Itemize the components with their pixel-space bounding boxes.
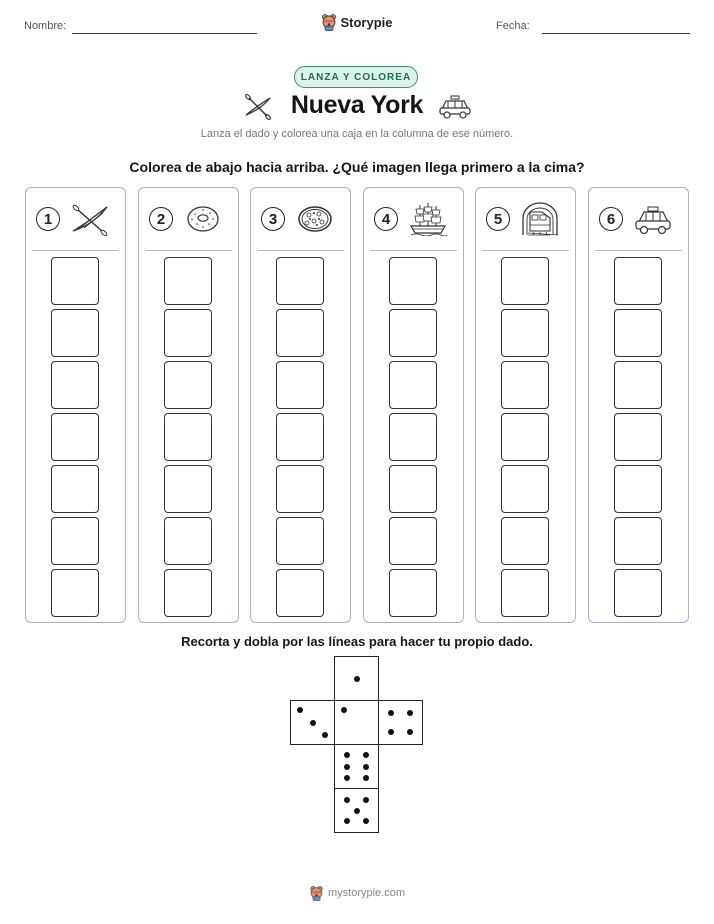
column-4 — [363, 187, 464, 623]
color-box[interactable] — [51, 465, 99, 513]
color-box[interactable] — [389, 465, 437, 513]
name-label: Nombre: — [24, 20, 67, 32]
color-box[interactable] — [276, 309, 324, 357]
pip — [363, 764, 369, 770]
color-box[interactable] — [614, 413, 662, 461]
pip — [344, 764, 350, 770]
pip — [354, 808, 360, 814]
bear-footer-icon — [309, 885, 324, 901]
column-divider — [32, 250, 119, 251]
color-box[interactable] — [164, 361, 212, 409]
color-box[interactable] — [501, 413, 549, 461]
color-box[interactable] — [164, 309, 212, 357]
color-box[interactable] — [501, 309, 549, 357]
pip — [297, 707, 303, 713]
color-box[interactable] — [164, 465, 212, 513]
color-box[interactable] — [51, 569, 99, 617]
color-box[interactable] — [276, 413, 324, 461]
color-box[interactable] — [276, 569, 324, 617]
color-box[interactable] — [501, 465, 549, 513]
kayak-icon — [70, 202, 110, 236]
die-face-one-center — [334, 700, 379, 745]
subtitle: Lanza el dado y colorea una caja en la columna de ese número. — [200, 128, 514, 140]
color-box[interactable] — [164, 413, 212, 461]
pip — [407, 710, 413, 716]
subway-train-icon — [520, 202, 560, 236]
color-box[interactable] — [501, 257, 549, 305]
taxi-title-icon — [438, 95, 472, 119]
name-field-line[interactable] — [72, 33, 257, 34]
color-box[interactable] — [614, 257, 662, 305]
die-face-three — [290, 700, 335, 745]
color-box[interactable] — [51, 413, 99, 461]
die-face-four — [378, 700, 423, 745]
column-number: 6 — [599, 207, 623, 231]
pip — [341, 707, 347, 713]
color-box[interactable] — [389, 361, 437, 409]
bear-logo-icon — [321, 13, 337, 31]
color-box[interactable] — [501, 361, 549, 409]
date-label: Fecha: — [496, 20, 530, 32]
pip — [388, 710, 394, 716]
column-divider — [482, 250, 569, 251]
die-face-one — [334, 656, 379, 701]
footer — [0, 885, 714, 901]
instruction: Colorea de abajo hacia arriba. ¿Qué imagen llega primero a la cima? — [129, 159, 585, 175]
page-title: Nueva York — [290, 91, 424, 119]
taxi-icon — [633, 202, 673, 236]
color-box[interactable] — [389, 517, 437, 565]
date-field-line[interactable] — [542, 33, 690, 34]
color-box[interactable] — [614, 309, 662, 357]
color-box[interactable] — [51, 361, 99, 409]
activity-badge: LANZA Y COLOREA — [294, 66, 418, 88]
brand-name: Storypie — [340, 14, 393, 30]
pip — [310, 720, 316, 726]
column-3 — [250, 187, 351, 623]
color-box[interactable] — [164, 569, 212, 617]
color-box[interactable] — [501, 569, 549, 617]
color-box[interactable] — [276, 465, 324, 513]
pip — [344, 818, 350, 824]
column-divider — [595, 250, 682, 251]
column-divider — [145, 250, 232, 251]
column-5 — [475, 187, 576, 623]
die-face-five — [334, 788, 379, 833]
color-box[interactable] — [51, 517, 99, 565]
die-face-six — [334, 744, 379, 789]
color-box[interactable] — [501, 517, 549, 565]
column-number: 5 — [486, 207, 510, 231]
brand-logo — [0, 13, 714, 31]
color-box[interactable] — [276, 361, 324, 409]
ship-icon — [408, 202, 448, 236]
color-box[interactable] — [276, 517, 324, 565]
column-number: 4 — [374, 207, 398, 231]
color-box[interactable] — [51, 257, 99, 305]
color-box[interactable] — [614, 517, 662, 565]
column-number: 1 — [36, 207, 60, 231]
pip — [363, 752, 369, 758]
color-box[interactable] — [51, 309, 99, 357]
bagel-icon — [183, 202, 223, 236]
pip — [363, 818, 369, 824]
column-number: 3 — [261, 207, 285, 231]
color-box[interactable] — [389, 309, 437, 357]
pip — [354, 676, 360, 682]
column-divider — [257, 250, 344, 251]
pip — [344, 752, 350, 758]
color-box[interactable] — [389, 413, 437, 461]
column-2 — [138, 187, 239, 623]
color-box[interactable] — [276, 257, 324, 305]
column-6 — [588, 187, 689, 623]
pip — [363, 797, 369, 803]
color-box[interactable] — [164, 257, 212, 305]
color-box[interactable] — [389, 569, 437, 617]
column-divider — [370, 250, 457, 251]
footer-url[interactable]: mystorypie.com — [327, 887, 406, 899]
cut-instruction: Recorta y dobla por las líneas para hacer tu propio dado. — [181, 634, 533, 649]
color-box[interactable] — [614, 361, 662, 409]
pip — [344, 775, 350, 781]
pip — [407, 729, 413, 735]
column-1 — [25, 187, 126, 623]
pizza-icon — [295, 202, 335, 236]
pip — [363, 775, 369, 781]
pip — [344, 797, 350, 803]
color-box[interactable] — [614, 465, 662, 513]
color-box[interactable] — [614, 569, 662, 617]
color-box[interactable] — [389, 257, 437, 305]
pip — [388, 729, 394, 735]
column-number: 2 — [149, 207, 173, 231]
color-box[interactable] — [164, 517, 212, 565]
pip — [322, 732, 328, 738]
